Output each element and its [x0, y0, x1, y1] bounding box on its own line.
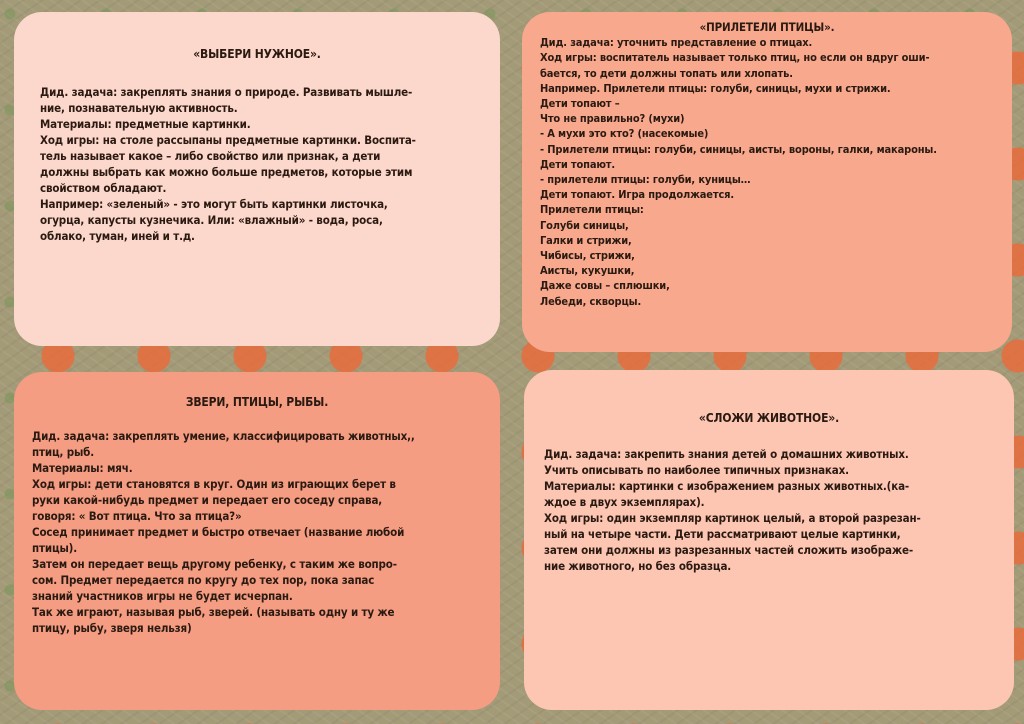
card-text-line: ждое в двух экземплярах). [544, 495, 705, 509]
card-text-line: Сосед принимает предмет и быстро отвечает (название любой [32, 525, 405, 539]
card-text-line: птиц, рыб. [32, 445, 95, 459]
game-card-assemble-animal [524, 370, 1014, 710]
card-text-line: Ход игры: на столе рассыпаны предметные картинки. Воспита- [40, 133, 416, 147]
card-text-line: свойством обладают. [40, 181, 167, 195]
card-text-line: птицы). [32, 541, 78, 555]
card-text-line: Что не правильно? (мухи) [540, 112, 685, 126]
card-text-line: ние животного, но без образца. [544, 559, 732, 573]
card-text-line: Дети топают – [540, 97, 620, 111]
card-text-line: Ход игры: один экземпляр картинок целый, а второй разрезан- [544, 511, 921, 525]
card-text-line: Дид. задача: закреплять знания о природе. Развивать мышле- [40, 85, 413, 99]
card-text-line: должны выбрать как можно больше предметов, которые этим [40, 165, 413, 179]
card-text-line: Например. Прилетели птицы: голуби, синицы, мухи и стрижи. [540, 81, 891, 95]
card-text-line: ный на четыре части. Дети рассматривают целые картинки, [544, 527, 901, 541]
card-text-line: Дети топают. [540, 157, 616, 171]
card-text-line: Учить описывать по наиболее типичных признаках. [544, 463, 849, 477]
card-title: «ВЫБЕРИ НУЖНОЕ». [193, 47, 321, 61]
card-text-line: говоря: « Вот птица. Что за птица?» [32, 509, 242, 523]
card-body [40, 84, 474, 244]
card-text-line: Галки и стрижи, [540, 233, 632, 247]
card-text-line: сом. Предмет передается по кругу до тех пор, пока запас [32, 573, 375, 587]
card-text-line: Дид. задача: закрепить знания детей о домашних животных. [544, 447, 909, 461]
game-card-birds-flew [522, 12, 1012, 352]
card-text-line: затем они должны из разрезанных частей сложить изображе- [544, 543, 914, 557]
card-text-line: огурца, капусты кузнечика. Или: «влажный» - вода, роса, [40, 213, 383, 227]
card-text-line: бается, то дети должны топать или хлопать. [540, 66, 793, 80]
card-text-line: Дети топают. Игра продолжается. [540, 188, 734, 202]
card-text-line: Материалы: мяч. [32, 461, 133, 475]
card-text-line: Например: «зеленый» - это могут быть картинки листочка, [40, 197, 388, 211]
card-text-line: Затем он передает вещь другому ребенку, с таким же вопро- [32, 557, 397, 571]
card-title: «ПРИЛЕТЕЛИ ПТИЦЫ». [699, 20, 835, 34]
card-text-line: тель называет какое – либо свойство или признак, а дети [40, 149, 381, 163]
card-text-line: Материалы: предметные картинки. [40, 117, 251, 131]
card-body [540, 35, 994, 309]
card-text-line: Прилетели птицы: [540, 203, 644, 217]
card-text-line: Дид. задача: уточнить представление о птицах. [540, 36, 813, 50]
card-text-line: Ход игры: воспитатель называет только птиц, но если он вдруг оши- [540, 51, 930, 65]
card-text-line: Дид. задача: закреплять умение, классифицировать животных,, [32, 429, 415, 443]
card-text-line: птицу, рыбу, зверя нельзя) [32, 621, 192, 635]
card-text-line: Лебеди, скворцы. [540, 294, 642, 308]
card-text-line: Материалы: картинки с изображением разных животных.(ка- [544, 479, 910, 493]
card-text-line: Чибисы, стрижи, [540, 249, 635, 263]
card-text-line: Аисты, кукушки, [540, 264, 635, 278]
card-text-line: - А мухи это кто? (насекомые) [540, 127, 709, 141]
card-text-line: ние, познавательную активность. [40, 101, 238, 115]
card-text-line: знаний участников игры не будет исчерпан. [32, 589, 293, 603]
card-body [32, 428, 482, 636]
card-text-line: Даже совы – сплюшки, [540, 279, 670, 293]
card-title: «СЛОЖИ ЖИВОТНОЕ». [698, 411, 840, 425]
card-title: ЗВЕРИ, ПТИЦЫ, РЫБЫ. [185, 395, 329, 409]
card-text-line: Ход игры: дети становятся в круг. Один из играющих берет в [32, 477, 396, 491]
game-card-beasts-birds-fish [14, 372, 500, 710]
card-text-line: - прилетели птицы: голуби, куницы… [540, 173, 751, 187]
card-body [544, 446, 994, 574]
card-text-line: Так же играют, называя рыб, зверей. (называть одну и ту же [32, 605, 395, 619]
card-text-line: - Прилетели птицы: голуби, синицы, аисты, вороны, галки, макароны. [540, 142, 937, 156]
card-text-line: руки какой-нибудь предмет и передает его соседу справа, [32, 493, 383, 507]
card-text-line: облако, туман, иней и т.д. [40, 229, 195, 243]
game-card-choose-needed [14, 12, 500, 346]
card-text-line: Голуби синицы, [540, 218, 629, 232]
